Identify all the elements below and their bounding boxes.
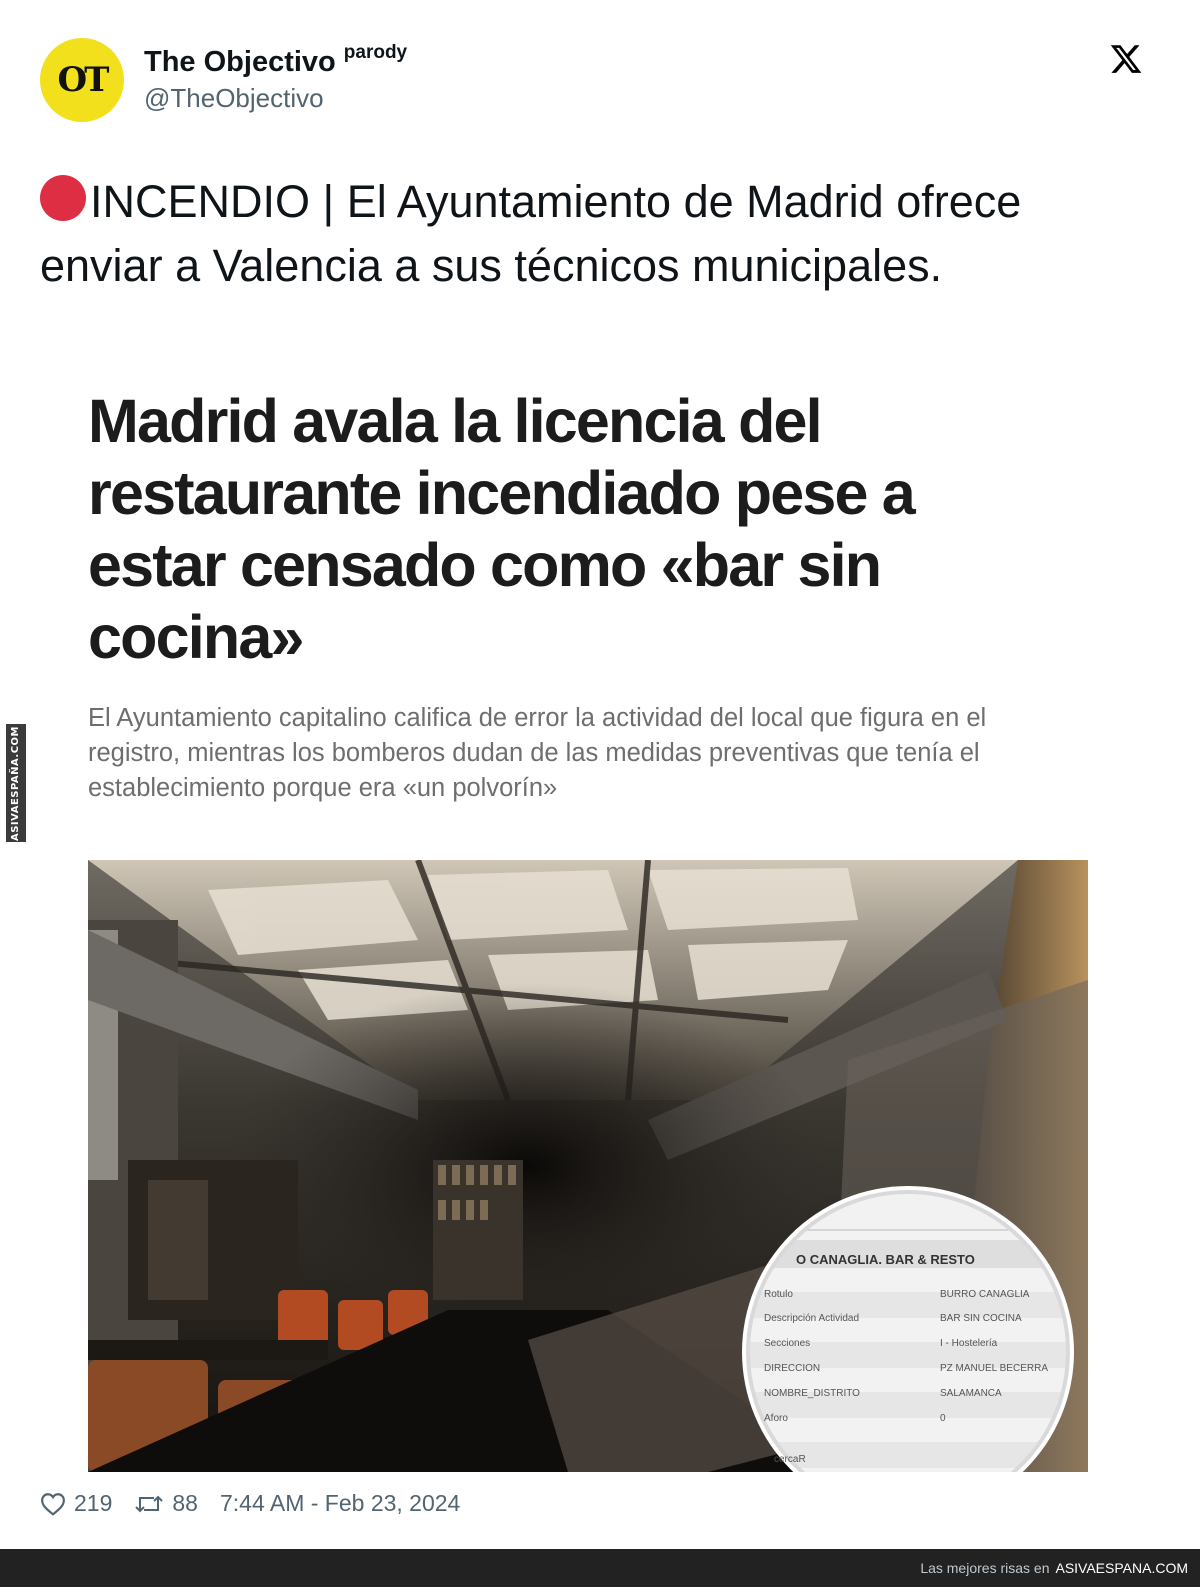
- article-subhead: El Ayuntamiento capitalino califica de error la actividad del local que figura en el registro, mientras los bomberos dudan de las medidas preventivas que tenía el establecimiento porque era «un polvorín»: [88, 704, 987, 802]
- author-info: [144, 42, 408, 114]
- inset-row-label: DIRECCION: [764, 1363, 821, 1374]
- inset-row-value: BURRO CANAGLIA: [940, 1289, 1030, 1300]
- inset-row-value: BAR SIN COCINA: [940, 1313, 1022, 1324]
- like-button[interactable]: [40, 1490, 112, 1517]
- tweet-header: [40, 38, 407, 122]
- inset-row-value: PZ MANUEL BECERRA: [940, 1363, 1048, 1374]
- retweet-button[interactable]: [134, 1490, 198, 1517]
- user-handle[interactable]: @TheObjectivo: [144, 83, 324, 113]
- inset-row-label: Rotulo: [764, 1289, 793, 1300]
- inset-row-label: Secciones: [764, 1338, 811, 1349]
- like-count: 219: [74, 1490, 113, 1516]
- name-row: [144, 42, 408, 79]
- inset-row-value: SALAMANCA: [940, 1388, 1002, 1399]
- site-footer-bar: [0, 1549, 1200, 1587]
- article-headline: Madrid avala la licencia del restaurante incendiado pese a estar censado como «bar sin cocina»: [88, 387, 914, 671]
- display-name[interactable]: The Objectivo: [144, 46, 336, 78]
- inset-row-label: Aforo: [764, 1413, 788, 1424]
- x-logo-icon[interactable]: [1108, 42, 1144, 76]
- tweet-timestamp[interactable]: 7:44 AM - Feb 23, 2024: [219, 1490, 461, 1516]
- inset-row-label: Descripción Actividad: [764, 1313, 860, 1324]
- retweet-count: 88: [172, 1490, 198, 1516]
- parody-label: parody: [343, 42, 408, 63]
- avatar-logo-text: OT: [57, 60, 107, 100]
- article-image-card[interactable]: [40, 345, 1150, 1475]
- inset-footer-text: cercaR: [774, 1454, 806, 1465]
- heart-icon: [40, 1492, 66, 1516]
- tweet-body: INCENDIO | El Ayuntamiento de Madrid ofrece enviar a Valencia a sus técnicos municipales.: [40, 176, 1022, 291]
- footer-prefix: Las mejores risas en: [920, 1560, 1050, 1576]
- burned-restaurant-photo: [88, 860, 1088, 1472]
- avatar[interactable]: [40, 38, 124, 122]
- inset-row-value: I - Hostelería: [940, 1338, 998, 1349]
- retweet-icon: [134, 1492, 164, 1516]
- inset-row-value: 0: [940, 1413, 946, 1424]
- inset-row-label: NOMBRE_DISTRITO: [764, 1388, 860, 1399]
- red-circle-icon: [40, 175, 86, 221]
- side-watermark: ASIVAESPAÑA.COM: [6, 724, 26, 842]
- tweet-text: [40, 170, 1150, 298]
- tweet-footer: [40, 1490, 460, 1517]
- footer-brand-link[interactable]: ASIVAESPANA.COM: [1055, 1560, 1188, 1576]
- inset-title: O CANAGLIA. BAR & RESTO: [796, 1252, 975, 1267]
